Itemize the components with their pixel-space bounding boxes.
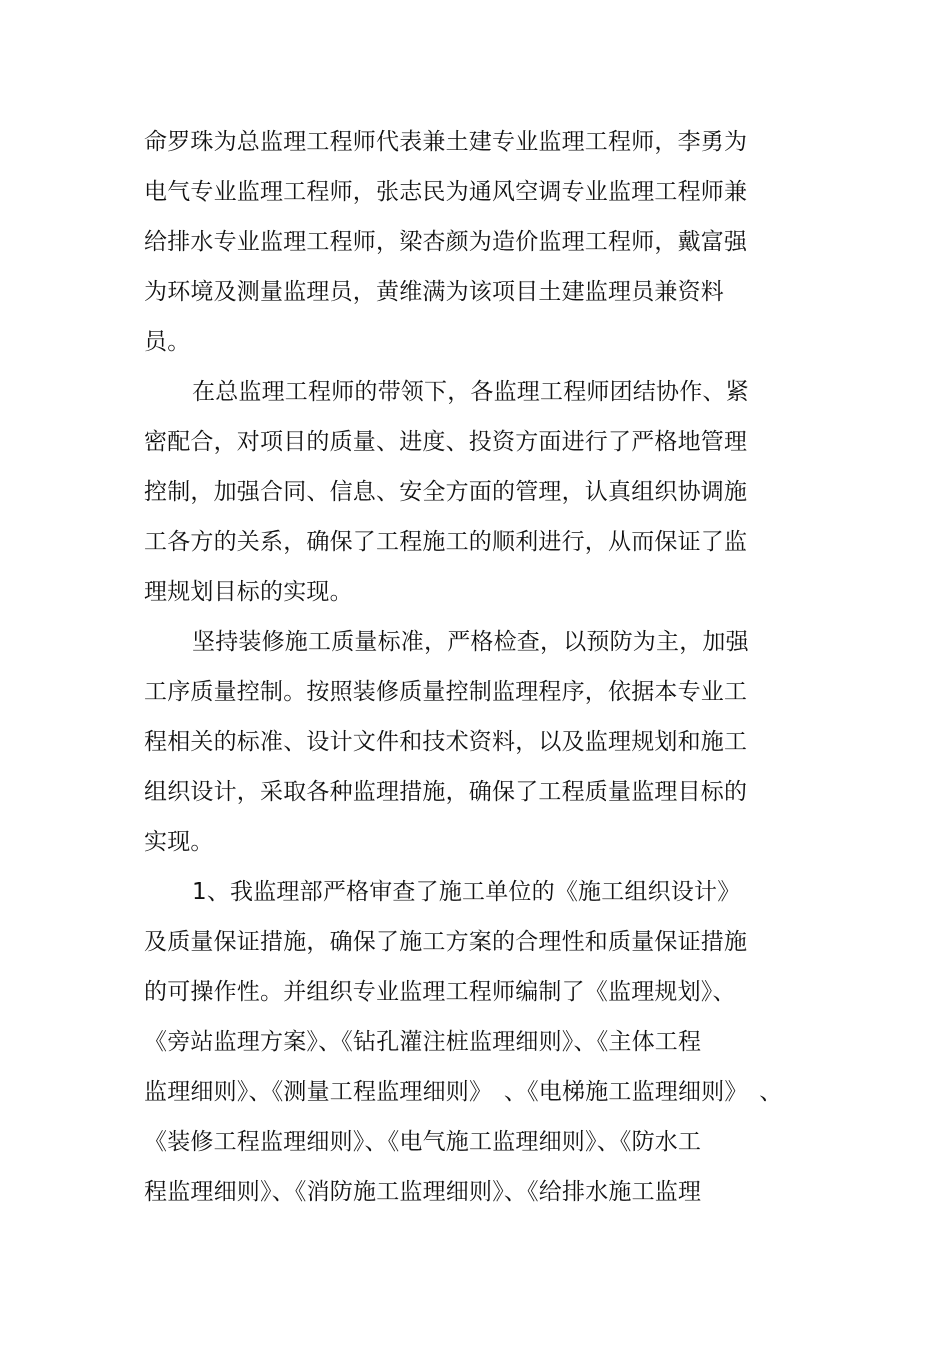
text-line: 工各方的关系，确保了工程施工的顺利进行，从而保证了监 [144,529,748,555]
text-line: 员。 [144,329,191,355]
text-line: 《旁站监理方案》、《钻孔灌注桩监理细则》、《主体工程 [144,1029,702,1055]
text-line: 密配合，对项目的质量、进度、投资方面进行了严格地管理 [144,429,748,455]
text-line: 组织设计，采取各种监理措施，确保了工程质量监理目标的 [144,779,748,805]
paragraph-first-line: 在总监理工程师的带领下，各监理工程师团结协作、紧 [192,379,749,405]
text-line: 理规划目标的实现。 [144,579,353,605]
text-line: 程监理细则》、《消防施工监理细则》、《给排水施工监理 [144,1179,702,1205]
paragraph-first-line: 1、我监理部严格审查了施工单位的《施工组织设计》 [192,879,741,905]
text-line: 监理细则》、《测量工程监理细则》 、《电梯施工监理细则》 、 [144,1079,783,1105]
paragraph-first-line: 坚持装修施工质量标准，严格检查，以预防为主，加强 [192,629,749,655]
text-line: 实现。 [144,829,214,855]
text-line: 《装修工程监理细则》、《电气施工监理细则》、《防水工 [144,1129,702,1155]
text-line: 的可操作性。并组织专业监理工程师编制了《监理规划》、 [144,979,736,1005]
text-line: 控制，加强合同、信息、安全方面的管理，认真组织协调施 [144,479,748,505]
text-line: 及质量保证措施，确保了施工方案的合理性和质量保证措施 [144,929,748,955]
text-line: 命罗珠为总监理工程师代表兼土建专业监理工程师，李勇为 [144,129,748,155]
text-line: 电气专业监理工程师，张志民为通风空调专业监理工程师兼 [144,179,748,205]
text-line: 工序质量控制。按照装修质量控制监理程序，依据本专业工 [144,679,748,705]
text-line: 为环境及测量监理员，黄维满为该项目土建监理员兼资料 [144,279,724,305]
text-line: 给排水专业监理工程师，梁杏颜为造价监理工程师，戴富强 [144,229,748,255]
text-line: 程相关的标准、设计文件和技术资料，以及监理规划和施工 [144,729,748,755]
